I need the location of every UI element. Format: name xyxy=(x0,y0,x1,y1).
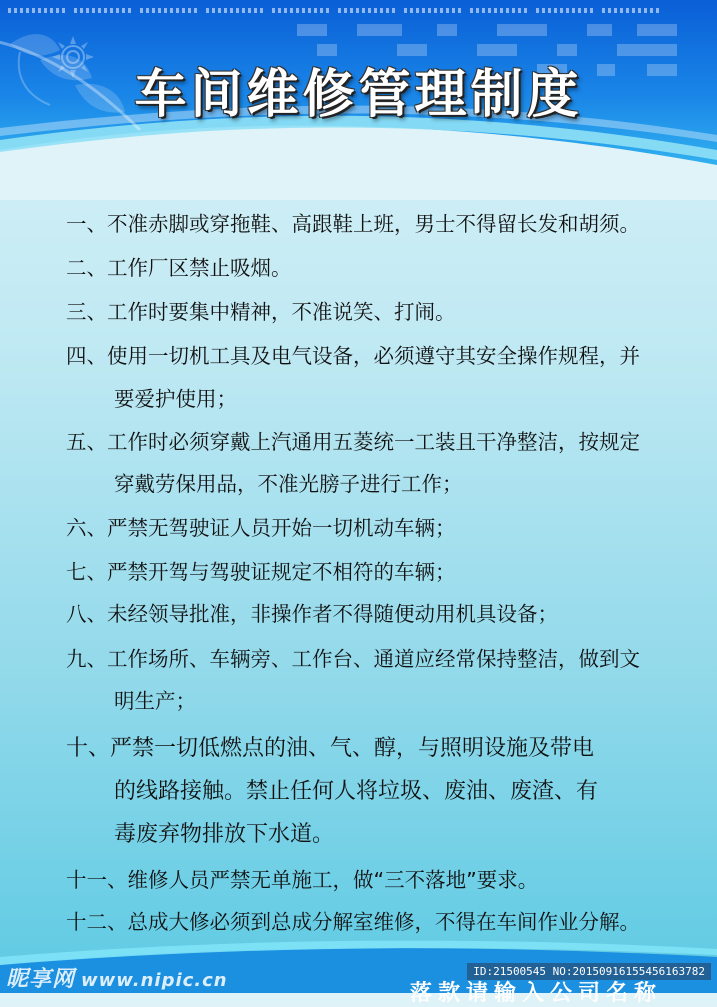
company-name-placeholder: 落款请输入公司名称 xyxy=(410,981,663,1006)
rule-number: 四、 xyxy=(66,344,107,368)
image-id-stamp: ID:21500545 NO:20150916155456163782 xyxy=(467,963,711,980)
rule-number: 三、 xyxy=(66,300,107,324)
rule-item-9 xyxy=(66,646,676,672)
rule-number: 七、 xyxy=(66,560,107,584)
rule-text: 工作场所、车辆旁、工作台、通道应经常保持整洁，做到文 xyxy=(107,647,640,671)
rule-item-4-continued xyxy=(114,386,676,412)
rule-text: 严禁开驾与驾驶证规定不相符的车辆； xyxy=(107,560,456,584)
rule-number: 六、 xyxy=(66,516,107,540)
rule-number: 十二、 xyxy=(66,910,128,934)
rule-item-8 xyxy=(66,601,676,627)
site-watermark xyxy=(6,962,228,993)
rule-item-6 xyxy=(66,515,676,541)
watermark-url: www.nipic.cn xyxy=(81,970,228,991)
rule-text: 维修人员严禁无单施工，做“三不落地”要求。 xyxy=(127,868,539,892)
rule-text: 工作时必须穿戴上汽通用五菱统一工装且干净整洁，按规定 xyxy=(107,430,640,454)
rule-item-10-continued-2 xyxy=(114,822,676,848)
rule-item-12 xyxy=(66,909,686,935)
rule-item-10 xyxy=(66,736,676,762)
header-banner xyxy=(0,0,717,175)
rule-number: 九、 xyxy=(66,647,107,671)
rule-number: 十、 xyxy=(66,736,111,761)
rule-text: 未经领导批准，非操作者不得随便动用机具设备； xyxy=(107,602,558,626)
rule-item-7 xyxy=(66,559,676,585)
rule-text: 明生产； xyxy=(114,689,196,713)
rule-number: 八、 xyxy=(66,602,107,626)
rule-item-11 xyxy=(66,867,676,893)
rule-item-9-continued xyxy=(114,688,676,714)
rule-number: 一、 xyxy=(66,212,107,236)
rule-text: 工作厂区禁止吸烟。 xyxy=(107,256,292,280)
page-title: 车间维修管理制度 xyxy=(134,64,583,125)
rule-number: 五、 xyxy=(66,430,107,454)
rule-text: 毒废弃物排放下水道。 xyxy=(114,822,335,847)
rule-text: 严禁一切低燃点的油、气、醇，与照明设施及带电 xyxy=(110,736,595,761)
watermark-site-name: 昵享网 xyxy=(6,966,76,992)
rule-text: 不准赤脚或穿拖鞋、高跟鞋上班，男士不得留长发和胡须。 xyxy=(107,212,640,236)
rule-text: 总成大修必须到总成分解室维修，不得在车间作业分解。 xyxy=(127,910,640,934)
rule-item-2 xyxy=(66,255,676,281)
rule-text: 的线路接触。禁止任何人将垃圾、废油、废渣、有 xyxy=(114,779,599,804)
rule-text: 严禁无驾驶证人员开始一切机动车辆； xyxy=(107,516,456,540)
rule-item-5 xyxy=(66,429,676,455)
rule-item-1 xyxy=(66,211,676,237)
rule-number: 十一、 xyxy=(66,868,128,892)
rule-number: 二、 xyxy=(66,256,107,280)
rule-item-10-continued-1 xyxy=(114,779,676,805)
rule-text: 穿戴劳保用品，不准光膀子进行工作； xyxy=(114,472,463,496)
header-dot-pattern xyxy=(8,8,662,14)
rule-text: 使用一切机工具及电气设备，必须遵守其安全操作规程，并 xyxy=(107,344,640,368)
rule-item-5-continued xyxy=(114,471,676,497)
rule-text: 要爱护使用； xyxy=(114,387,237,411)
rule-item-3 xyxy=(66,299,676,325)
rule-item-4 xyxy=(66,343,676,369)
rule-text: 工作时要集中精神，不准说笑、打闹。 xyxy=(107,300,456,324)
